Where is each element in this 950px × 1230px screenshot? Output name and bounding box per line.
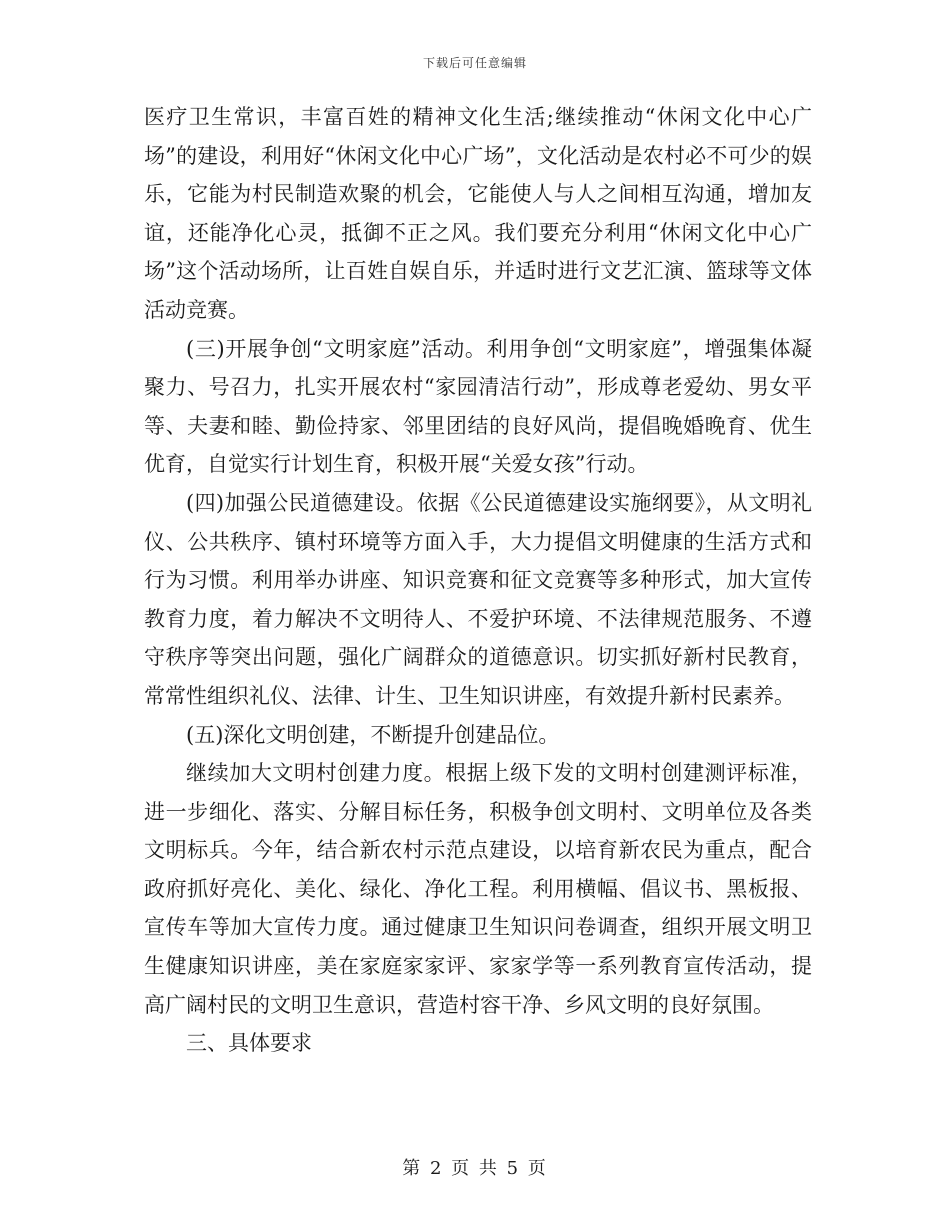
paragraph-4: (五)深化文明创建，不断提升创建品位。 [186,722,560,747]
paragraph-5: 继续加大文明村创建力度。根据上级下发的文明村创建测评标准，进一步细化、落实、分解目标任务，积极争创文明村、文明单位及各类文明标兵。今年，结合新农村示范点建设，以培育新农民为重点，配合政府抓好亮化、美化、绿化、净化工程。利用横幅、倡议书、黑板报、宣传车等加大宣传力度。通过健康卫生知识问卷调查，组织开展文明卫生健康知识讲座，美在家庭家家评、家家学等一系列教育宣传活动，提高广阔村民的文明卫生意识，营造村容干净、乡风文明的良好氛围。 [144,761,812,1017]
document-body [144,98,812,1063]
page-number: 第 2 页 共 5 页 [402,1158,548,1179]
paragraph-3: (四)加强公民道德建设。依据《公民道德建设实施纲要》，从文明礼仪、公共秩序、镇村环境等方面入手，大力提倡文明健康的生活方式和行为习惯。利用举办讲座、知识竞赛和征文竞赛等多种形式，加大宣传教育力度，着力解决不文明待人、不爱护环境、不法律规范服务、不遵守秩序等突出问题，强化广阔群众的道德意识。切实抓好新村民教育，常常性组织礼仪、法律、计生、卫生知识讲座，有效提升新村民素养。 [144,490,812,708]
paragraph-2: (三)开展争创“文明家庭”活动。利用争创“文明家庭”，增强集体凝聚力、号召力，扎实开展农村“家园清洁行动”，形成尊老爱幼、男女平等、夫妻和睦、勤俭持家、邻里团结的良好风尚，提倡晚婚晚育、优生优育，自觉实行计划生育，积极开展“关爱女孩”行动。 [144,336,812,477]
paragraph-6: 三、具体要求 [186,1031,312,1056]
paragraph-1: 医疗卫生常识，丰富百姓的精神文化生活;继续推动“休闲文化中心广场”的建设，利用好“休闲文化中心广场”，文化活动是农村必不可少的娱乐，它能为村民制造欢聚的机会，它能使人与人之间相互沟通，增加友谊，还能净化心灵，抵御不正之风。我们要充分利用“休闲文化中心广场”这个活动场所，让百姓自娱自乐，并适时进行文艺汇演、篮球等文体活动竞赛。 [144,105,812,322]
page-header-note: 下载后可任意编辑 [422,56,527,70]
